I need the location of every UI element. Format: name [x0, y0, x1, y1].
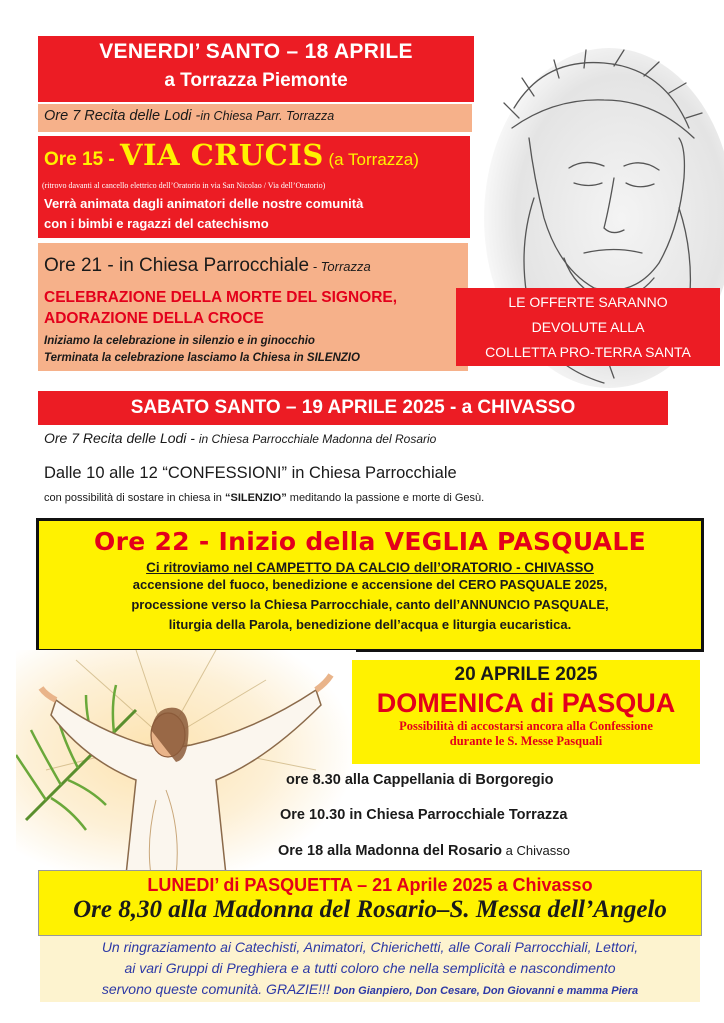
easter-date: 20 APRILE 2025	[454, 664, 598, 685]
evening-time-text: Ore 21 - in Chiesa Parrocchiale	[44, 255, 310, 276]
easter-mass-torrazza: Ore 10.30 in Chiesa Parrocchiale Torrazza	[280, 807, 568, 823]
easter-note-line: durante le S. Messe Pasquali	[449, 734, 603, 748]
thanks-line: Un ringraziamento ai Catechisti, Animatori, Chierichetti, alle Corali Parrocchiali, Lettori,	[101, 939, 639, 955]
thanks-signature: Don Gianpiero, Don Cesare, Don Giovanni e mamma Piera	[333, 985, 639, 997]
vigil-meeting-point: Ci ritroviamo nel CAMPETTO DA CALCIO dell’ORATORIO - CHIVASSO	[146, 560, 594, 575]
friday-location: a Torrazza Piemonte	[164, 70, 348, 91]
easter-vigil-box	[36, 518, 704, 652]
via-crucis-desc-line: con i bimbi e ragazzi del catechismo	[44, 216, 269, 231]
friday-evening-time	[44, 255, 371, 277]
thanks-box	[40, 936, 700, 1002]
offerings-line: COLLETTA PRO-TERRA SANTA	[485, 344, 691, 360]
easter-mass-chivasso-place: a Chivasso	[502, 843, 570, 858]
celebration-notes	[44, 333, 360, 367]
vigil-programme	[39, 575, 701, 635]
via-crucis-title: VIA CRUCIS	[120, 138, 324, 172]
easter-mass-chivasso-text: Ore 18 alla Madonna del Rosario	[278, 843, 503, 859]
saturday-lodi-text: Ore 7 Recita delle Lodi -	[44, 430, 199, 446]
celebration-note-line: Iniziamo la celebrazione in silenzio e in ginocchio	[44, 335, 315, 347]
confessions-note-text: meditando la passione e morte di Gesù.	[286, 492, 485, 504]
friday-header	[38, 36, 474, 102]
via-crucis-place: (a Torrazza)	[323, 150, 419, 169]
confessions-note	[44, 492, 484, 504]
vigil-line: liturgia della Parola, benedizione dell’acqua e liturgia eucaristica.	[168, 617, 572, 632]
evening-place: - Torrazza	[309, 259, 371, 274]
saturday-header: SABATO SANTO – 19 APRILE 2025 - a CHIVASSO	[38, 391, 668, 425]
confessions-note-silence: “SILENZIO”	[224, 492, 287, 504]
easter-note-line: Possibilità di accostarsi ancora alla Confessione	[399, 719, 653, 733]
vigil-title: Ore 22 - Inizio della VEGLIA PASQUALE	[94, 527, 646, 556]
thanks-line: ai vari Gruppi di Preghiera e a tutti coloro che nella semplicità e nascondimento	[124, 960, 616, 976]
easter-title: DOMENICA di PASQUA	[376, 688, 676, 718]
friday-lodi-text: Ore 7 Recita delle Lodi -	[44, 108, 201, 124]
friday-title: VENERDI’ SANTO – 18 APRILE	[99, 40, 413, 63]
easter-confession-note	[352, 719, 700, 749]
friday-lodi-place: in Chiesa Parr. Torrazza	[200, 109, 335, 123]
thanks-line-last	[40, 979, 700, 1002]
via-crucis-box	[38, 136, 470, 238]
vigil-line: processione verso la Chiesa Parrocchiale, canto dell’ANNUNCIO PASQUALE,	[131, 597, 609, 612]
easter-monday-mass: Ore 8,30 alla Madonna del Rosario–S. Messa dell’Angelo	[73, 896, 667, 923]
confessions-line: Dalle 10 alle 12 “CONFESSIONI” in Chiesa Parrocchiale	[44, 464, 457, 482]
risen-christ-illustration	[16, 650, 356, 875]
via-crucis-meeting-note: (ritrovo davanti al cancello elettrico dell’Oratorio in via San Nicolao / Via dell’Oratorio)	[42, 181, 326, 190]
offerings-line: DEVOLUTE ALLA	[531, 319, 645, 335]
easter-monday-box	[38, 870, 702, 936]
celebration-note-line: Terminata la celebrazione lasciamo la Chiesa in SILENZIO	[44, 352, 360, 364]
offerings-line: LE OFFERTE SARANNO	[508, 294, 668, 310]
via-crucis-description	[44, 194, 363, 234]
via-crucis-time: Ore 15 -	[44, 149, 121, 170]
friday-evening-box	[38, 243, 468, 371]
friday-lodi-bar	[38, 104, 472, 132]
offerings-box	[456, 288, 720, 366]
celebration-title	[44, 287, 397, 329]
via-crucis-desc-line: Verrà animata dagli animatori delle nostre comunità	[44, 196, 364, 211]
thanks-text: servono queste comunità. GRAZIE!!!	[101, 981, 334, 997]
easter-mass-chivasso	[278, 843, 570, 859]
celebration-line: ADORAZIONE DELLA CROCE	[44, 310, 264, 327]
easter-mass-borgoregio: ore 8.30 alla Cappellania di Borgoregio	[286, 772, 554, 788]
easter-sunday-box	[352, 660, 700, 764]
via-crucis-heading	[44, 138, 419, 172]
vigil-line: accensione del fuoco, benedizione e accensione del CERO PASQUALE 2025,	[132, 577, 608, 592]
easter-monday-title: LUNEDI’ di PASQUETTA – 21 Aprile 2025 a Chivasso	[147, 875, 593, 895]
confessions-note-text: con possibilità di sostare in chiesa in	[44, 492, 225, 504]
saturday-lodi-place: in Chiesa Parrocchiale Madonna del Rosario	[198, 432, 437, 446]
celebration-line: CELEBRAZIONE DELLA MORTE DEL SIGNORE,	[44, 289, 398, 306]
saturday-lodi	[44, 430, 436, 446]
